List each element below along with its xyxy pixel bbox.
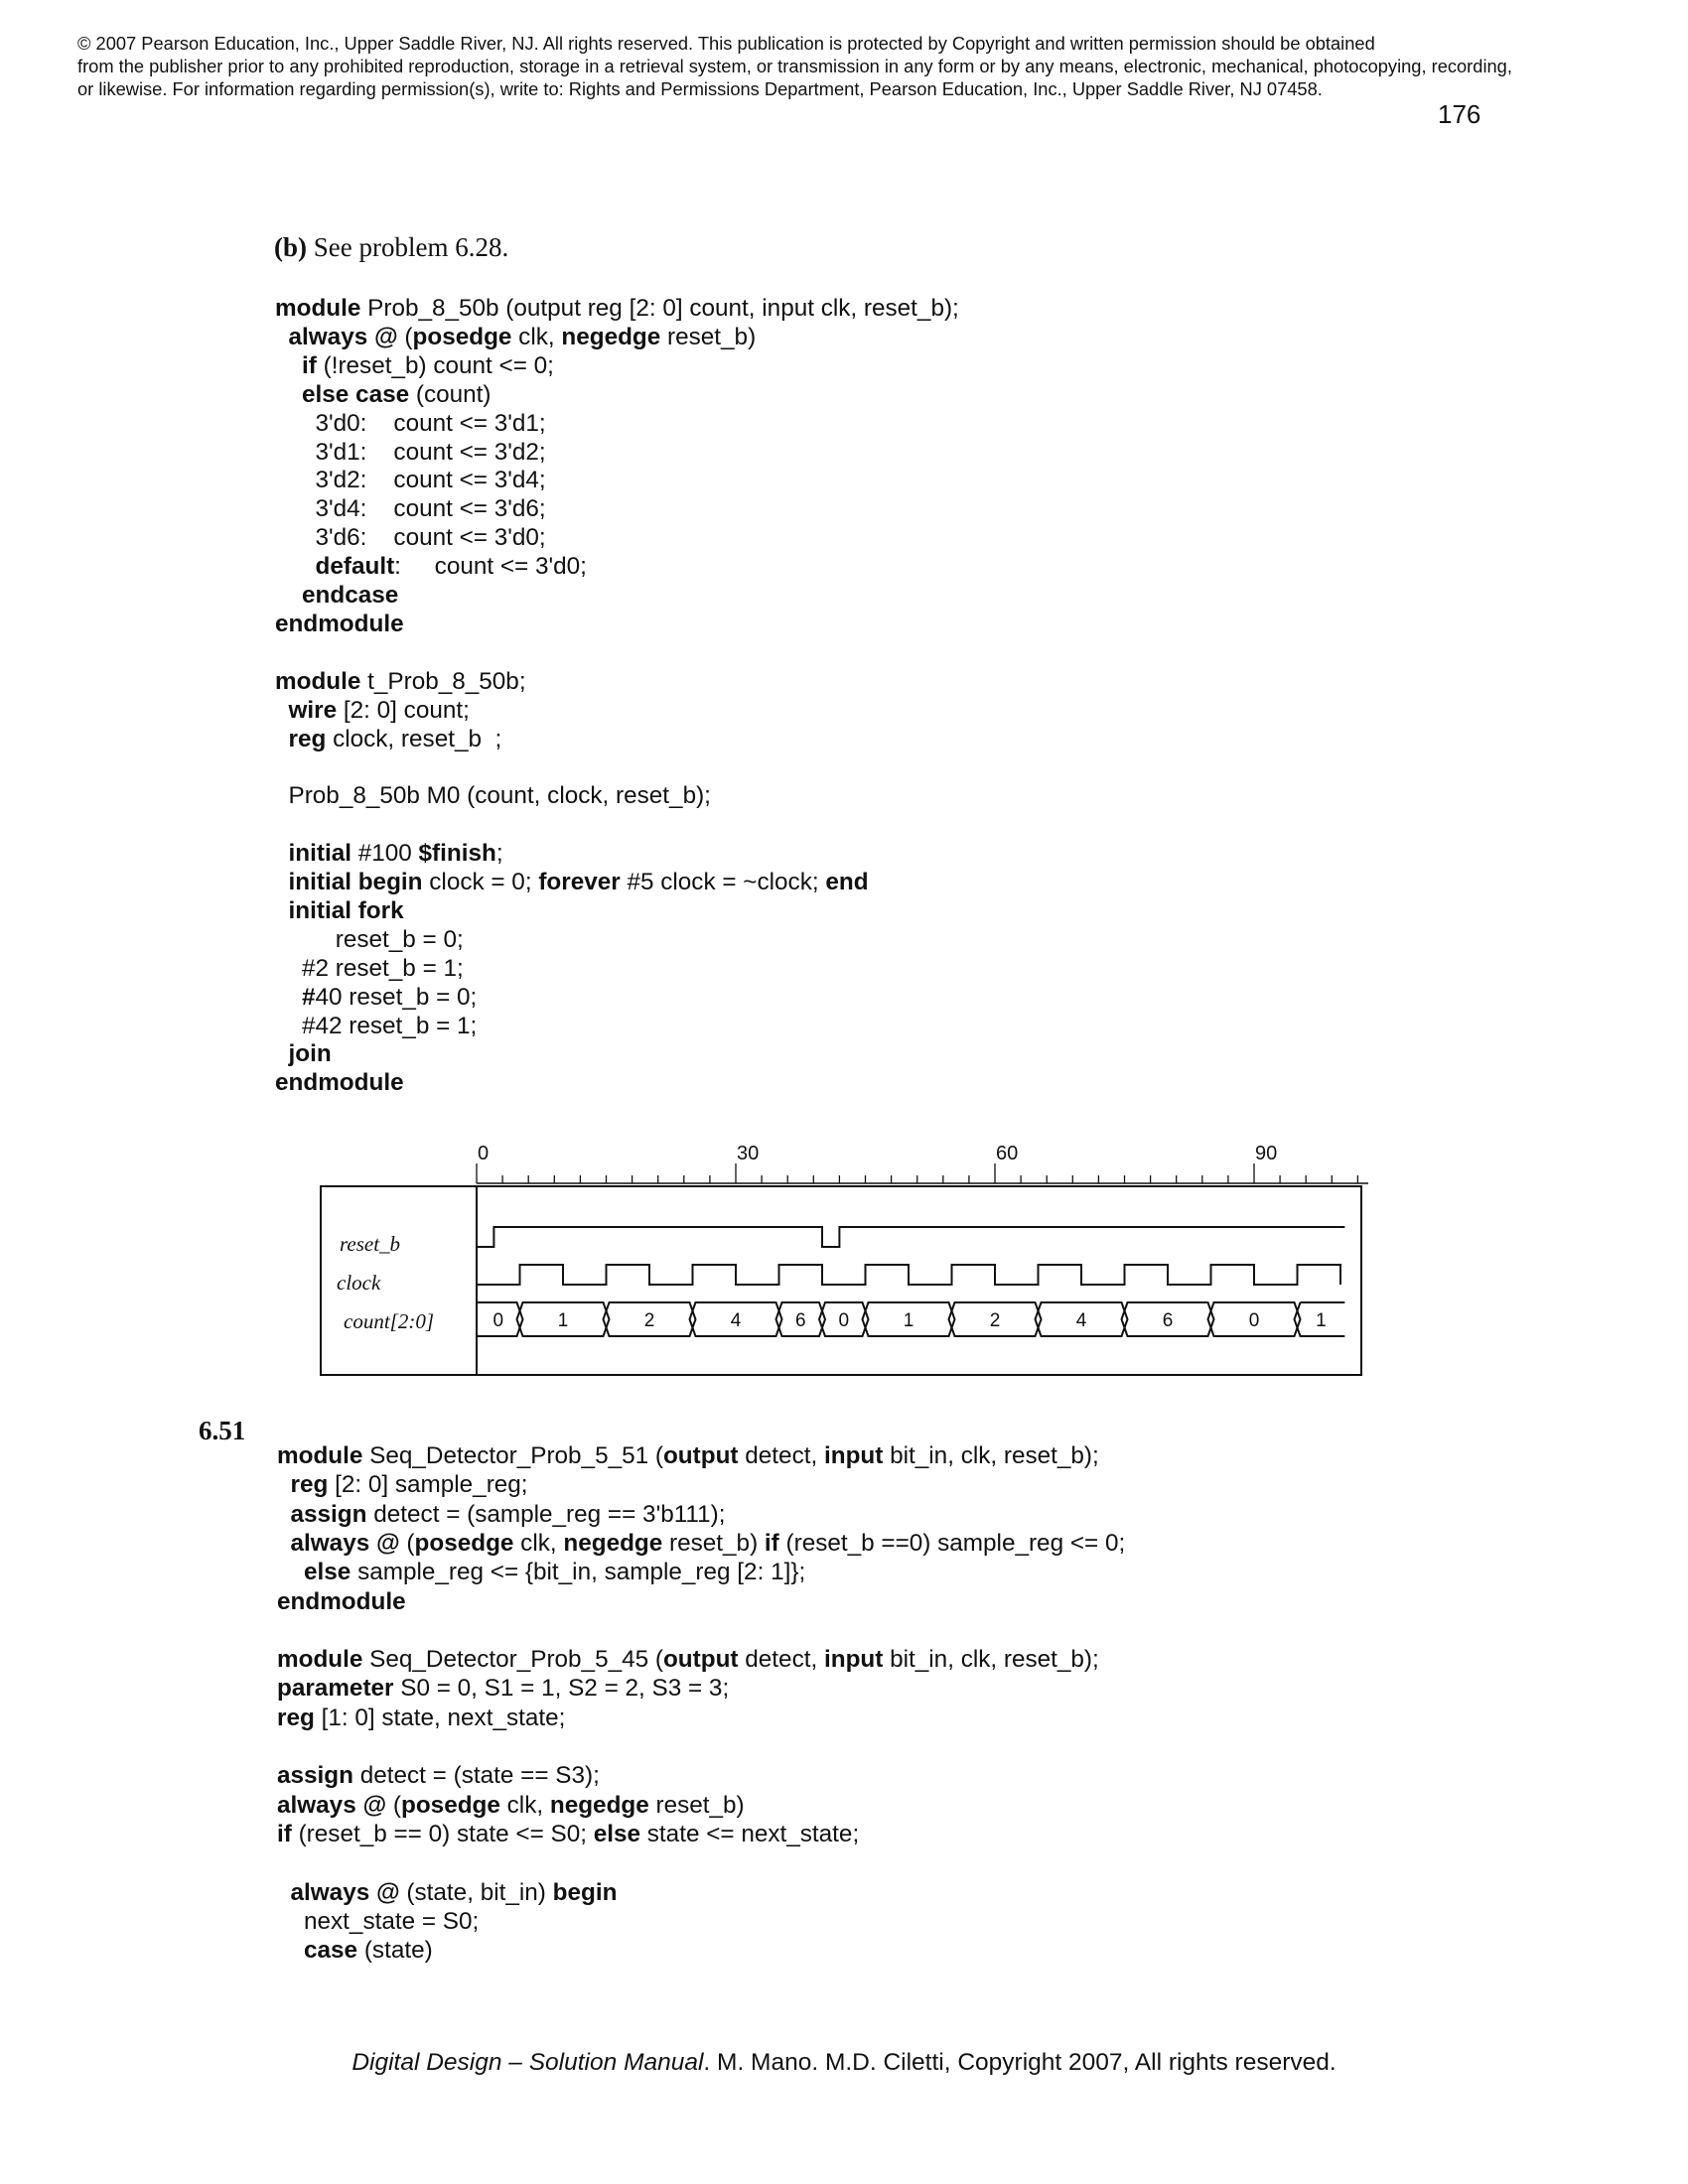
code-text: sample_reg <= {bit_in, sample_reg [2: 1]}; — [351, 1559, 806, 1586]
code-line — [277, 1529, 1125, 1558]
code-line — [277, 1645, 1099, 1674]
code-text — [275, 697, 289, 724]
code-line — [277, 1587, 406, 1616]
code-text: clk, — [511, 323, 562, 350]
code-text — [275, 381, 302, 408]
count-value-label: 1 — [1316, 1310, 1327, 1331]
code-keyword: output — [662, 1646, 739, 1674]
code-keyword: initial begin — [288, 869, 423, 895]
signal-label: reset_b — [340, 1232, 401, 1256]
code-line — [277, 1500, 726, 1529]
code-line — [275, 725, 501, 753]
code-line — [275, 351, 554, 380]
code-line — [277, 1791, 745, 1820]
code-keyword: negedge — [563, 1529, 663, 1557]
code-line — [275, 925, 464, 954]
code-text — [275, 1040, 289, 1067]
code-line — [275, 581, 398, 610]
code-text — [275, 984, 302, 1011]
code-keyword: reg — [290, 1471, 329, 1499]
code-text: reset_b) — [660, 323, 757, 350]
code-line — [277, 1761, 600, 1790]
code-keyword: output — [662, 1442, 739, 1469]
code-line — [275, 868, 869, 896]
reset-b-waveform — [477, 1227, 1344, 1247]
code-line — [275, 696, 470, 725]
waveforms — [477, 1227, 1344, 1336]
code-keyword: if — [764, 1529, 779, 1557]
code-keyword: module — [275, 295, 361, 322]
count-value-label: 4 — [730, 1310, 742, 1331]
code-text: bit_in, clk, reset_b); — [883, 1442, 1099, 1469]
code-text: next_state = S0; — [277, 1907, 480, 1935]
code-line — [275, 380, 491, 409]
code-text: clock = 0; — [422, 869, 539, 895]
code-line — [277, 1674, 729, 1703]
code-keyword: module — [277, 1646, 363, 1674]
code-keyword: input — [823, 1646, 884, 1674]
time-tick-label: 60 — [996, 1143, 1019, 1164]
code-line — [277, 1907, 479, 1936]
code-line — [275, 466, 546, 494]
code-text: clock, reset_b ; — [326, 725, 502, 752]
code-text — [275, 352, 302, 379]
footer-title: Digital Design – Solution Manual — [352, 2049, 704, 2076]
code-text: clk, — [499, 1791, 550, 1819]
code-keyword: endmodule — [275, 610, 404, 637]
code-line — [275, 1039, 332, 1068]
code-line — [275, 839, 503, 868]
code-keyword: begin — [552, 1878, 618, 1906]
code-text — [275, 553, 316, 580]
copyright-line-1: © 2007 Pearson Education, Inc., Upper Saddle River, NJ. All rights reserved. This publication is protected by Copyright and written permission should be obtained — [77, 33, 1375, 54]
code-text — [275, 324, 289, 350]
time-ruler — [477, 1143, 1368, 1183]
code-text: reset_b) — [648, 1791, 745, 1819]
code-line — [275, 323, 756, 351]
time-tick-label: 0 — [478, 1143, 490, 1164]
code-text: S0 = 0, S1 = 1, S2 = 2, S3 = 3; — [393, 1675, 730, 1703]
code-text: : count <= 3'd0; — [394, 553, 587, 581]
code-line — [275, 896, 404, 925]
code-text: ; — [495, 840, 503, 868]
count-value-label: 0 — [1248, 1310, 1260, 1331]
code-line — [277, 1558, 805, 1586]
code-line — [275, 667, 526, 696]
copyright-notice — [77, 32, 1626, 100]
code-line — [277, 1878, 617, 1907]
code-keyword: endcase — [302, 582, 399, 609]
footer-rest: . M. Mano. M.D. Ciletti, Copyright 2007, All rights reserved. — [703, 2049, 1336, 2076]
code-text: (state) — [357, 1937, 433, 1965]
code-line — [277, 1470, 528, 1499]
code-keyword: assign — [277, 1762, 353, 1790]
code-line — [275, 523, 546, 552]
code-text: 3'd1: count <= 3'd2; — [275, 438, 546, 466]
code-text: [1: 0] state, next_state; — [314, 1704, 566, 1731]
code-keyword: case — [304, 1937, 358, 1965]
code-text: reset_b) — [662, 1529, 765, 1557]
code-text: Seq_Detector_Prob_5_51 ( — [362, 1442, 663, 1469]
code-text: Seq_Detector_Prob_5_45 ( — [362, 1646, 663, 1674]
page-number: 176 — [1438, 99, 1481, 129]
code-keyword: wire — [288, 696, 338, 724]
code-keyword: else — [304, 1559, 352, 1586]
code-text: [2: 0] sample_reg; — [328, 1471, 528, 1499]
footer — [0, 2049, 1688, 2077]
code-text: 3'd4: count <= 3'd6; — [275, 495, 546, 523]
signal-labels — [337, 1232, 434, 1333]
code-text: ( — [397, 323, 413, 350]
code-keyword: parameter — [277, 1675, 394, 1703]
count-value-label: 0 — [492, 1310, 504, 1331]
code-keyword: always @ — [288, 323, 398, 350]
code-line — [275, 438, 546, 467]
code-line — [275, 294, 959, 323]
code-keyword: else — [593, 1820, 641, 1847]
code-text — [277, 1879, 291, 1906]
clock-waveform — [477, 1265, 1340, 1285]
code-keyword: reg — [288, 725, 327, 752]
code-line — [275, 983, 477, 1012]
code-keyword: reg — [277, 1704, 315, 1731]
code-line — [275, 552, 587, 581]
count-value-label: 2 — [643, 1310, 655, 1331]
count-value-label: 6 — [794, 1310, 806, 1331]
code-text: (reset_b == 0) state <= S0; — [291, 1820, 594, 1847]
code-line — [275, 1012, 477, 1040]
code-line — [277, 1704, 565, 1732]
code-keyword: negedge — [561, 323, 661, 350]
count-value-label: 6 — [1162, 1310, 1174, 1331]
code-keyword: module — [275, 667, 361, 695]
code-text: (!reset_b) count <= 0; — [316, 351, 554, 379]
code-keyword: end — [825, 869, 869, 895]
code-text: (reset_b ==0) sample_reg <= 0; — [778, 1529, 1126, 1557]
code-text: #2 reset_b = 1; — [275, 954, 464, 982]
code-line — [277, 1820, 859, 1848]
count-value-label: 1 — [903, 1310, 914, 1331]
code-line — [275, 409, 546, 438]
code-text: (count) — [409, 380, 492, 408]
code-text — [275, 840, 289, 867]
signal-label: count[2:0] — [344, 1309, 434, 1333]
code-line — [277, 1936, 433, 1965]
code-keyword: posedge — [401, 1791, 500, 1819]
code-keyword: $finish — [418, 840, 496, 868]
code-text: state <= next_state; — [640, 1820, 860, 1847]
code-keyword: forever — [538, 869, 621, 895]
code-keyword: always @ — [277, 1791, 387, 1819]
code-text: reset_b = 0; — [275, 925, 464, 953]
code-text: #5 clock = ~clock; — [620, 869, 826, 895]
code-text: 3'd2: count <= 3'd4; — [275, 467, 546, 494]
code-keyword: assign — [290, 1500, 367, 1528]
part-b-text: See problem 6.28. — [307, 232, 509, 262]
code-keyword: join — [288, 1040, 332, 1068]
code-text: 3'd0: count <= 3'd1; — [275, 409, 546, 437]
code-text — [275, 869, 289, 895]
time-tick-label: 90 — [1255, 1143, 1278, 1164]
code-text — [275, 726, 289, 752]
code-keyword: else case — [302, 380, 410, 408]
code-text — [277, 1501, 291, 1528]
code-keyword: initial fork — [288, 896, 404, 924]
code-line — [275, 781, 711, 810]
code-text — [277, 1937, 304, 1964]
code-keyword: endmodule — [275, 1069, 404, 1097]
code-text — [275, 897, 289, 924]
code-text — [277, 1559, 304, 1585]
count-value-label: 1 — [557, 1310, 569, 1331]
code-keyword: posedge — [412, 323, 512, 350]
code-text: detect, — [738, 1646, 824, 1674]
count-value-label: 2 — [989, 1310, 1001, 1331]
code-keyword: if — [277, 1820, 292, 1847]
code-text: 40 reset_b = 0; — [315, 983, 478, 1011]
code-line — [277, 1441, 1099, 1470]
code-keyword: posedge — [414, 1529, 514, 1557]
code-line — [275, 494, 546, 523]
code-text: 3'd6: count <= 3'd0; — [275, 524, 546, 552]
copyright-line-3: or likewise. For information regarding permission(s), write to: Rights and Permissions Department, Pearson Education, Inc., Upper Saddle River, NJ 07458. — [77, 78, 1323, 99]
code-line — [275, 1068, 404, 1097]
code-text — [277, 1530, 291, 1557]
code-text: (state, bit_in) — [399, 1878, 553, 1906]
code-keyword: always @ — [290, 1878, 400, 1906]
part-b-label: (b) — [274, 232, 307, 262]
code-text: ( — [399, 1529, 415, 1557]
code-line — [275, 954, 464, 983]
code-keyword: endmodule — [277, 1587, 406, 1615]
signal-label: clock — [337, 1271, 381, 1295]
code-text — [277, 1471, 291, 1498]
code-keyword: negedge — [549, 1791, 649, 1819]
part-b-heading — [274, 232, 508, 263]
count-value-label: 0 — [838, 1310, 850, 1331]
code-text: detect = (sample_reg == 3'b111); — [366, 1500, 726, 1528]
code-text: clk, — [513, 1529, 564, 1557]
code-keyword: input — [823, 1442, 884, 1469]
code-line — [275, 610, 404, 638]
code-text: #100 — [351, 840, 419, 868]
code-text: ( — [386, 1791, 401, 1819]
code-text: t_Prob_8_50b; — [360, 667, 526, 695]
code-keyword: # — [302, 983, 316, 1011]
time-tick-label: 30 — [737, 1143, 760, 1164]
code-text — [275, 582, 302, 609]
code-keyword: initial — [288, 840, 352, 868]
copyright-line-2: from the publisher prior to any prohibited reproduction, storage in a retrieval system, or transmission in any form or by any means, electronic, mechanical, photocopying, recording, — [77, 56, 1512, 76]
code-text: Prob_8_50b (output reg [2: 0] count, input clk, reset_b); — [360, 295, 959, 322]
code-keyword: module — [277, 1442, 363, 1469]
code-text: detect = (state == S3); — [352, 1762, 600, 1790]
timing-diagram — [316, 1142, 1368, 1380]
code-text: detect, — [738, 1442, 824, 1469]
count-value-label: 4 — [1075, 1310, 1087, 1331]
code-keyword: always @ — [290, 1529, 400, 1557]
code-text: Prob_8_50b M0 (count, clock, reset_b); — [275, 782, 711, 810]
code-text: [2: 0] count; — [337, 696, 470, 724]
code-text: bit_in, clk, reset_b); — [883, 1646, 1099, 1674]
code-keyword: if — [302, 351, 317, 379]
code-text: #42 reset_b = 1; — [275, 1012, 478, 1039]
problem-651-label: 6.51 — [199, 1416, 246, 1445]
code-keyword: default — [315, 553, 395, 581]
